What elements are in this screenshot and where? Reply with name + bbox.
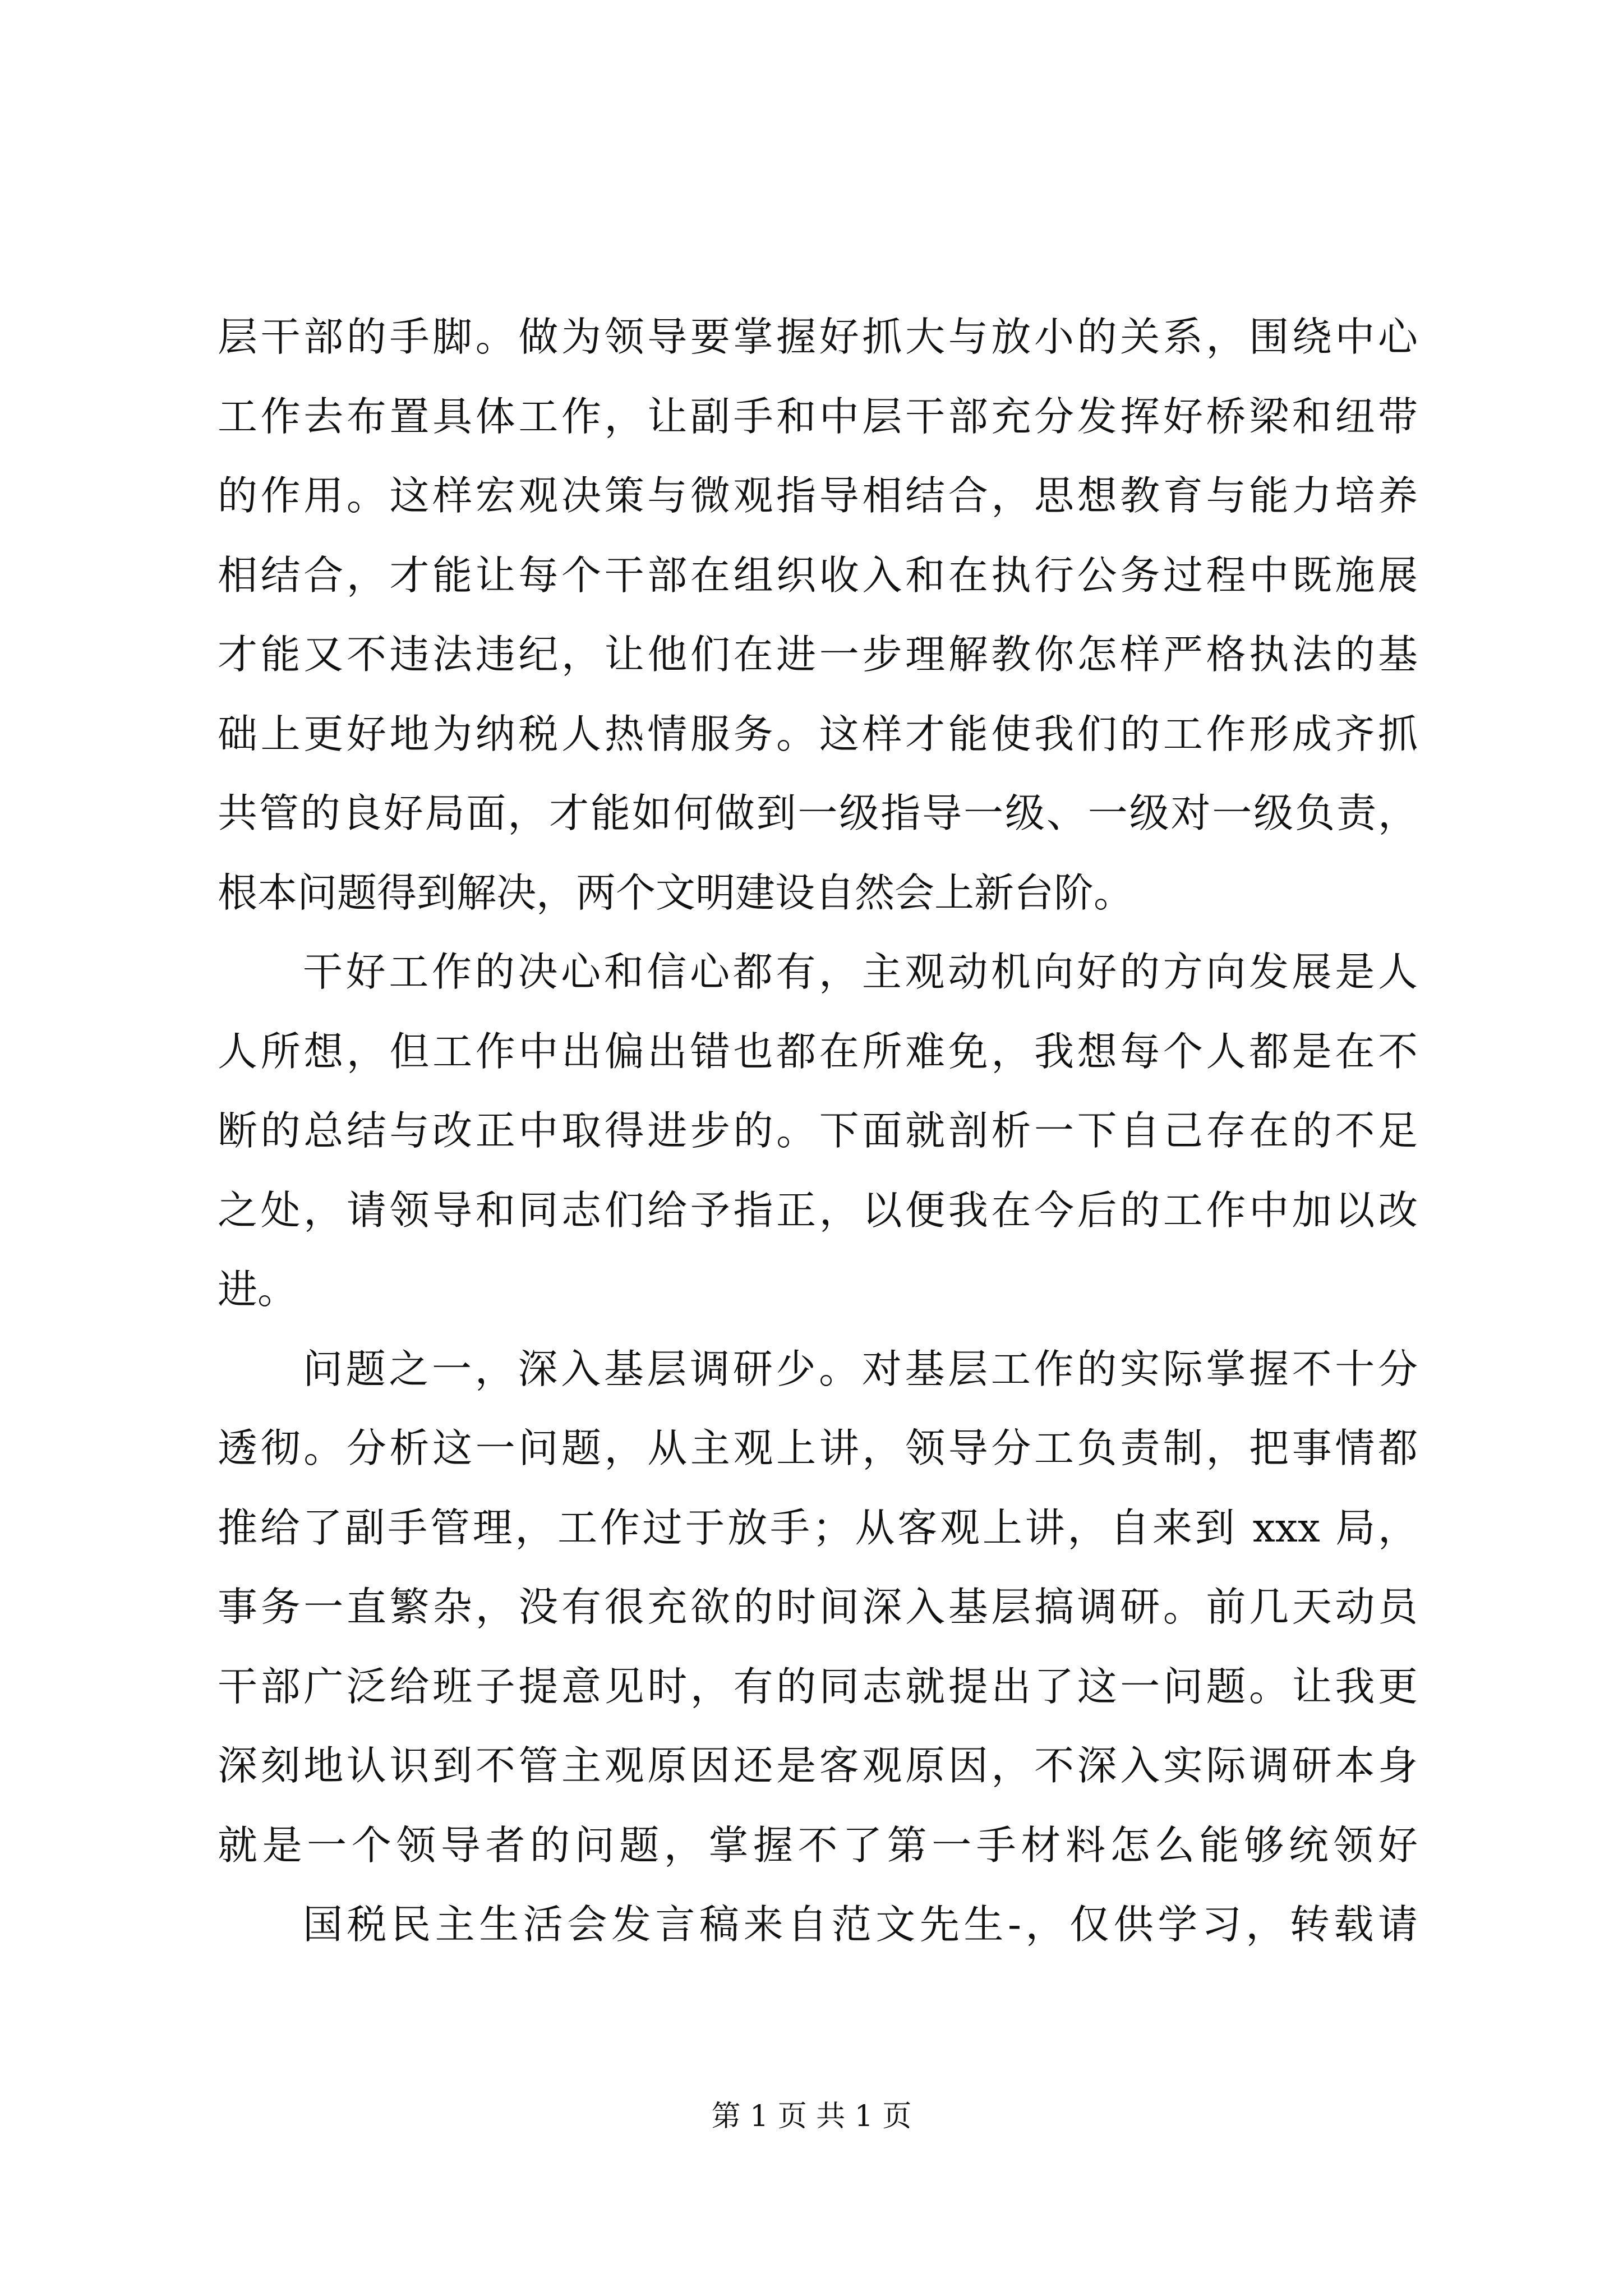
page-number-footer: 第 1 页 共 1 页 (711, 2100, 912, 2133)
text-line: 础上更好地为纳税人热情服务。这样才能使我们的工作形成齐抓 (218, 710, 1418, 757)
text-line: 进。 (218, 1266, 298, 1313)
text-line: 相结合，才能让每个干部在组织收入和在执行公务过程中既施展 (218, 551, 1418, 599)
text-line: 层干部的手脚。做为领导要掌握好抓大与放小的关系，围绕中心 (218, 314, 1418, 360)
text-line: 才能又不违法违纪，让他们在进一步理解教你怎样严格执法的基 (218, 631, 1418, 678)
text-line: 干部广泛给班子提意见时，有的同志就提出了这一问题。让我更 (218, 1663, 1418, 1710)
text-line: 工作去布置具体工作，让副手和中层干部充分发挥好桥梁和纽带 (218, 393, 1418, 440)
document-body (218, 297, 1418, 1964)
text-line: 就是一个领导者的问题，掌握不了第一手材料怎么能够统领好 (218, 1821, 1418, 1869)
text-line: 透彻。分析这一问题，从主观上讲，领导分工负责制，把事情都 (218, 1425, 1418, 1471)
text-line: 人所想，但工作中出偏出错也都在所难免，我想每个人都是在不 (218, 1028, 1418, 1075)
text-line: 事务一直繁杂，没有很充欲的时间深入基层搞调研。前几天动员 (218, 1584, 1418, 1630)
text-line: 共管的良好局面，才能如何做到一级指导一级、一级对一级负责， (218, 790, 1418, 836)
text-line: 之处，请领导和同志们给予指正，以便我在今后的工作中加以改 (218, 1186, 1418, 1234)
text-line: 推给了副手管理，工作过于放手；从客观上讲，自来到 xxx 局， (218, 1504, 1418, 1551)
text-line: 深刻地认识到不管主观原因还是客观原因，不深入实际调研本身 (218, 1742, 1418, 1789)
paragraph-first-line: 国税民主生活会发言稿来自范文先生-，仅供学习，转载请 (303, 1901, 1418, 1948)
paragraph-first-line: 干好工作的决心和信心都有，主观动机向好的方向发展是人 (303, 949, 1418, 995)
paragraph-first-line: 问题之一，深入基层调研少。对基层工作的实际掌握不十分 (303, 1345, 1418, 1392)
text-line: 根本问题得到解决，两个文明建设自然会上新台阶。 (218, 869, 1134, 916)
text-line: 的作用。这样宏观决策与微观指导相结合，思想教育与能力培养 (218, 472, 1418, 519)
text-line: 断的总结与改正中取得进步的。下面就剖析一下自己存在的不足 (218, 1107, 1418, 1154)
